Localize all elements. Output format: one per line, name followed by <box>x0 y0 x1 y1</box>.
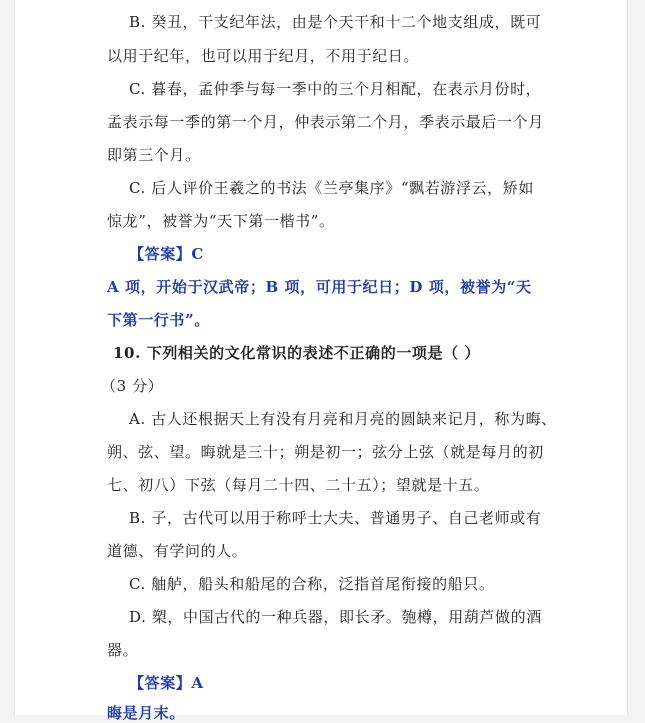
q10-stem-line-1: 10. 下列相关的文化常识的表述不正确的一项是（ ） <box>113 344 481 362</box>
q9-option-b-line-1: B. 癸丑，干支纪年法，由是个天干和十二个地支组成，既可 <box>129 13 542 31</box>
q10-option-b-line-1: B. 子，古代可以用于称呼士大夫、普通男子、自己老师或有 <box>129 509 542 527</box>
q9-option-c1-line-3: 即第三个月。 <box>107 146 201 164</box>
q10-option-d-line-2: 器。 <box>107 641 139 659</box>
q9-option-c1-line-1: C. 暮春，孟仲季与每一季中的三个月相配，在表示月份时， <box>129 80 542 98</box>
q10-option-a-line-2: 朔、弦、望。晦就是三十；朔是初一；弦分上弦（就是每月的初 <box>107 443 544 461</box>
q9-explanation-line-2: 下第一行书”。 <box>107 311 210 329</box>
q9-answer <box>129 244 204 264</box>
q9-explanation-line-1: A 项，开始于汉武帝；B 项，可用于纪日；D 项，被誉为“天 <box>107 278 532 296</box>
q10-answer-value: A <box>191 674 204 692</box>
q9-answer-value: C <box>191 245 204 263</box>
q10-option-a-line-1: A. 古人还根据天上有没有月亮和月亮的圆缺来记月，称为晦、 <box>129 410 557 428</box>
q10-option-b-line-2: 道德、有学问的人。 <box>107 542 248 560</box>
q10-answer <box>129 673 204 693</box>
document-page <box>14 0 628 722</box>
q10-stem-line-2: （3 分） <box>101 377 164 395</box>
q9-option-c1-line-2: 孟表示每一季的第一个月，仲表示第二个月，季表示最后一个月 <box>107 113 544 131</box>
q9-option-b-line-2: 以用于纪年，也可以用于纪月，不用于纪日。 <box>107 47 420 65</box>
q10-option-a-line-3: 七、初八）下弦（每月二十四、二十五）；望就是十五。 <box>107 476 490 494</box>
q10-option-d-line-1: D. 槊，中国古代的一种兵器，即长矛。匏樽，用葫芦做的酒 <box>129 608 542 626</box>
q10-answer-tag: 【答案】 <box>129 674 192 692</box>
q9-answer-tag: 【答案】 <box>129 245 192 263</box>
q10-explanation-line-1: 晦是月末。 <box>107 704 186 722</box>
q9-option-c2-line-2: 惊龙”，被誉为“天下第一楷书”。 <box>107 212 335 230</box>
q9-option-c2-line-1: C. 后人评价王羲之的书法《兰亭集序》“飘若游浮云，矫如 <box>129 179 534 197</box>
q10-option-c-line-1: C. 舳舻，船头和船尾的合称，泛指首尾衔接的船只。 <box>129 575 495 593</box>
